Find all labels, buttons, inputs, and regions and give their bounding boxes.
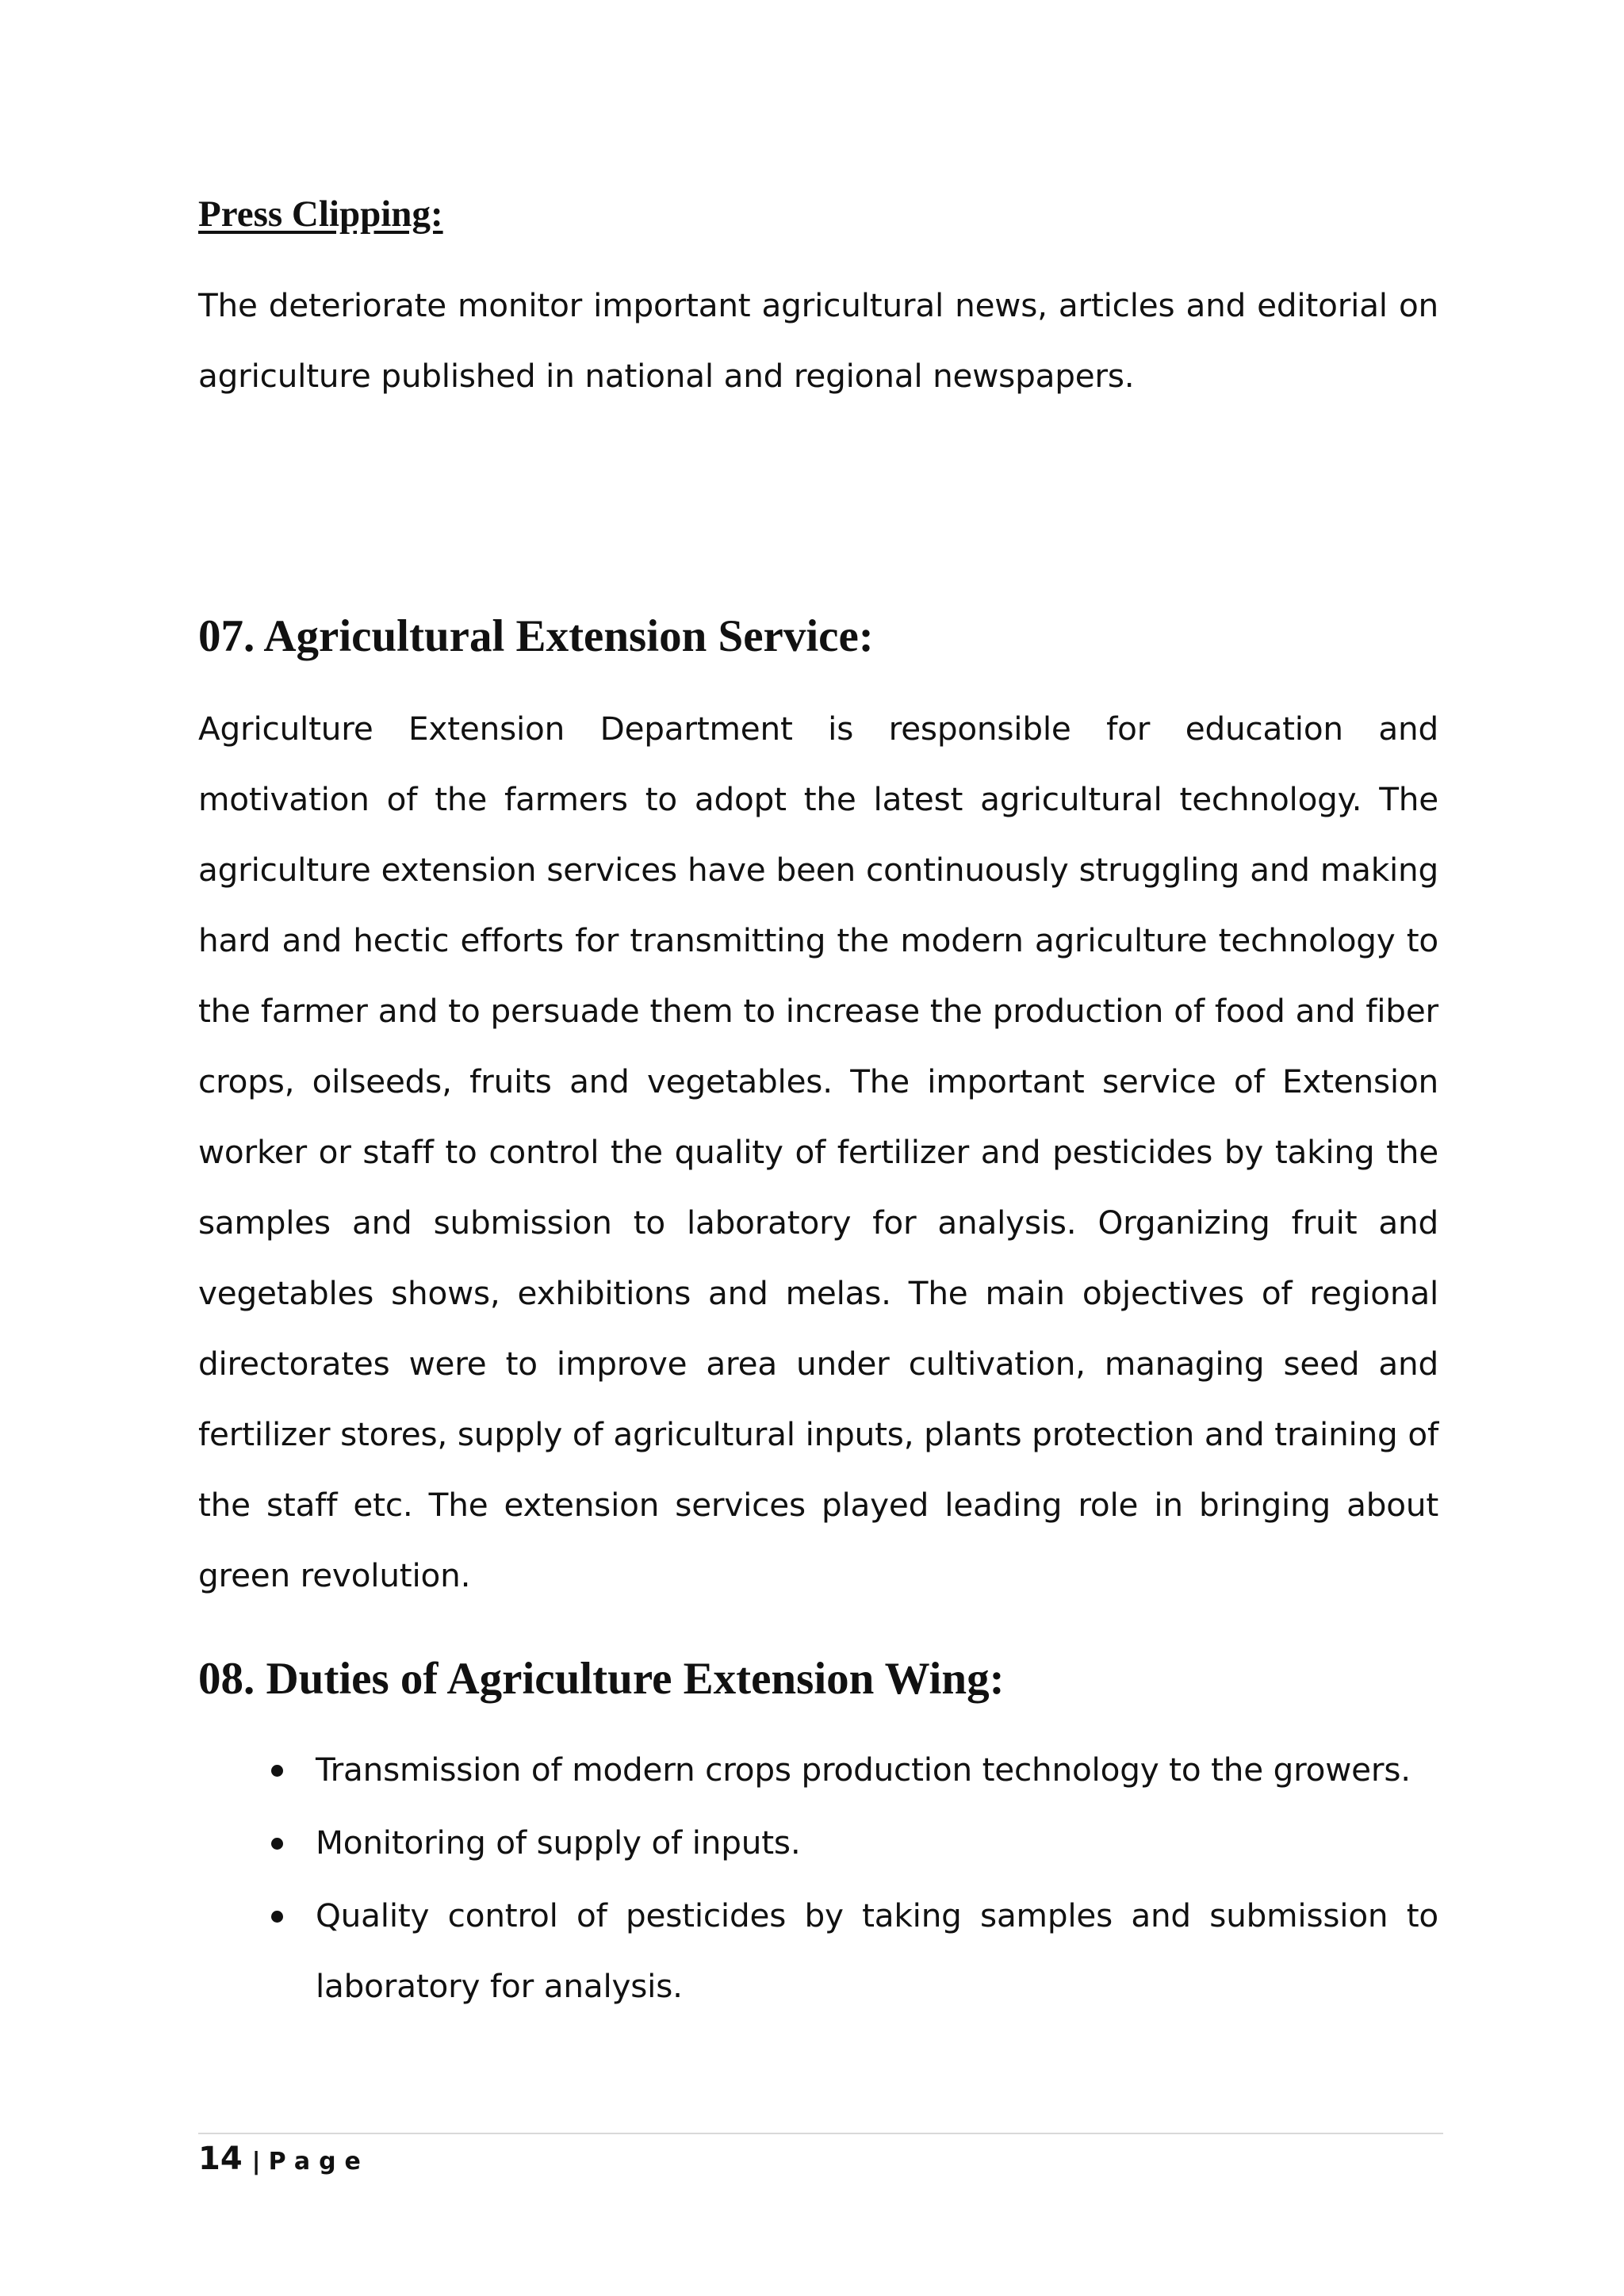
page-footer: [198, 2141, 370, 2177]
press-clipping-heading: Press Clipping:: [198, 193, 443, 235]
bullet-icon: [271, 1838, 283, 1850]
press-clipping-paragraph: The deteriorate monitor important agricultural news, articles and editorial on agriculture published in national and regional newspapers.: [198, 286, 1438, 395]
bullet-icon: [271, 1765, 283, 1777]
footer-divider: [198, 2133, 1443, 2134]
list-item-text: Monitoring of supply of inputs.: [316, 1823, 801, 1862]
page-number: 14: [198, 2141, 243, 2177]
section-07-paragraph: Agriculture Extension Department is responsible for education and motivation of the farmers to adopt the latest agricultural technology. The agriculture extension services have been continuously struggling and making hard and hectic efforts for transmitting the modern agriculture technology to the farmer and to persuade them to increase the production of food and fiber crops, oilseeds, fruits and vegetables. The important service of Extension worker or staff to control the quality of fertilizer and pesticides by taking the samples and submission to laboratory for analysis. Organizing fruit and vegetables shows, exhibitions and melas. The main objectives of regional directorates were to improve area under cultivation, managing seed and fertilizer stores, supply of agricultural inputs, plants protection and training of the staff etc. The extension services played leading role in bringing about green revolution.: [198, 710, 1438, 1594]
list-item: [198, 1735, 1438, 1805]
section-07-heading: 07. Agricultural Extension Service:: [198, 611, 874, 661]
list-item-text: Transmission of modern crops production technology to the growers.: [316, 1751, 1411, 1789]
list-item-text: Quality control of pesticides by taking samples and submission to laboratory for analysis.: [316, 1896, 1438, 2005]
list-item: [198, 1808, 1438, 1878]
page-label: Page: [268, 2148, 370, 2175]
section-08-heading: 08. Duties of Agriculture Extension Wing:: [198, 1654, 1005, 1704]
list-item: [198, 1881, 1438, 2022]
bullet-icon: [271, 1911, 283, 1923]
footer-separator: |: [251, 2148, 261, 2175]
duties-list: [198, 1735, 1438, 2024]
